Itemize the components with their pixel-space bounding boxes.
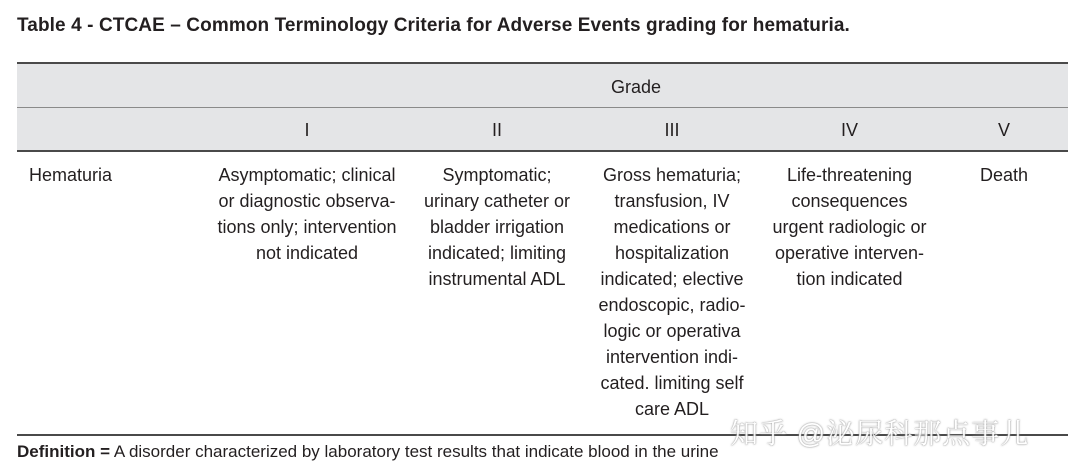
- cell-line: Gross hematuria;: [602, 165, 742, 185]
- grading-table: [17, 62, 1068, 434]
- grade-header-row: [17, 64, 1068, 107]
- cell-line: tions only; intervention: [217, 217, 397, 237]
- cell-line: Life-threatening: [786, 165, 913, 185]
- cell-line: bladder irrigation: [429, 217, 565, 237]
- grade-3-cell: [592, 162, 752, 422]
- cell-line: transfusion, IV: [614, 191, 730, 211]
- grade-5-header: V: [997, 120, 1010, 140]
- cell-line: consequences: [791, 191, 908, 211]
- grade-header: Grade: [610, 77, 662, 97]
- cell-line: Asymptomatic; clinical: [218, 165, 396, 185]
- watermark: 知乎 @泌尿科那点事儿: [730, 418, 1030, 449]
- cell-line: hospitalization: [614, 243, 730, 263]
- grade-1-header: I: [304, 120, 310, 140]
- grade-2-cell: [412, 162, 582, 292]
- cell-line: tion indicated: [796, 269, 903, 289]
- definition-text: A disorder characterized by laboratory test results that indicate blood in the urine: [110, 442, 719, 461]
- definition-label: Definition =: [17, 442, 111, 461]
- grade-3-header: III: [664, 120, 680, 140]
- grade-2-header: II: [491, 120, 502, 140]
- grade-5-cell: [967, 162, 1041, 188]
- definition-line: [17, 442, 719, 462]
- cell-line: endoscopic, radio-: [598, 295, 746, 315]
- cell-line: urgent radiologic or: [772, 217, 927, 237]
- cell-line: logic or operativa: [603, 321, 741, 341]
- cell-line: operative interven-: [774, 243, 925, 263]
- table-title: Table 4 - CTCAE – Common Terminology Criteria for Adverse Events grading for hematuria.: [17, 15, 850, 36]
- cell-line: instrumental ADL: [428, 269, 566, 289]
- cell-line: medications or: [613, 217, 731, 237]
- row-label-hematuria: Hematuria: [29, 165, 113, 185]
- cell-line: intervention indi-: [605, 347, 739, 367]
- cell-line: indicated; limiting: [427, 243, 567, 263]
- header-bottom-rule: [17, 150, 1068, 152]
- cell-line: Death: [979, 165, 1029, 185]
- grade-1-cell: [207, 162, 407, 266]
- cell-line: care ADL: [634, 399, 710, 419]
- cell-line: or diagnostic observa-: [218, 191, 396, 211]
- cell-line: cated. limiting self: [600, 373, 744, 393]
- grade-level-row: [17, 108, 1068, 150]
- grade-4-cell: [762, 162, 937, 292]
- cell-line: urinary catheter or: [423, 191, 571, 211]
- grade-4-header: IV: [840, 120, 858, 140]
- cell-line: indicated; elective: [600, 269, 744, 289]
- cell-line: Symptomatic;: [442, 165, 552, 185]
- cell-line: not indicated: [255, 243, 359, 263]
